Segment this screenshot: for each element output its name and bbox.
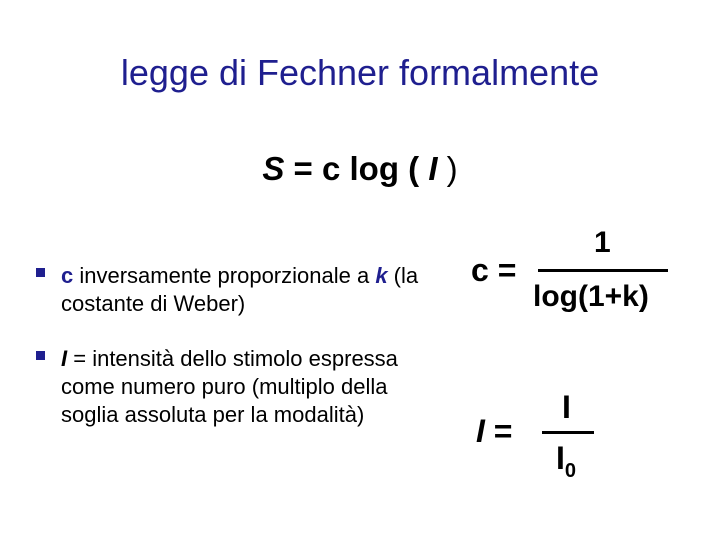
equation-i-subscript: 0 [564, 460, 577, 482]
equation-c-numerator: 1 [594, 226, 611, 259]
equation-i-denominator-symbol: I [556, 440, 565, 476]
equation-i-symbol: I [476, 413, 485, 449]
bullet-i-text1: = intensità dello stimolo espressa come numero puro (multiplo della soglia assoluta per la modalità) [61, 346, 398, 427]
bullet-c-text1: inversamente proporzionale a [73, 263, 376, 288]
equation-i-lhs [476, 413, 512, 450]
bullet-square-icon [36, 268, 45, 277]
main-formula [0, 150, 720, 188]
bullet-square-icon [36, 351, 45, 360]
bullet-c-text2: (la costante di Weber) [61, 263, 419, 316]
bullet-i-text [61, 345, 436, 429]
bullet-c [36, 262, 436, 318]
equation-i-numerator: I [562, 389, 571, 425]
formula-s: S [262, 150, 285, 187]
bullet-c-k: k [375, 263, 388, 288]
equation-i-denominator [556, 440, 576, 483]
bullet-i [36, 345, 436, 429]
equation-c-denominator: log(1+k) [533, 280, 649, 313]
formula-middle: = c log ( [284, 150, 429, 187]
equation-i-fraction-bar [542, 431, 594, 434]
formula-close: ) [437, 150, 458, 187]
formula-i: I [428, 150, 438, 187]
equation-c-fraction-bar [538, 269, 668, 272]
bullet-i-var: I [61, 346, 68, 371]
equation-c-lhs: c = [471, 252, 517, 288]
slide-title: legge di Fechner formalmente [120, 52, 600, 93]
equation-i-equals: = [484, 413, 513, 449]
bullet-c-text [61, 262, 436, 318]
bullet-c-var: c [61, 263, 74, 288]
